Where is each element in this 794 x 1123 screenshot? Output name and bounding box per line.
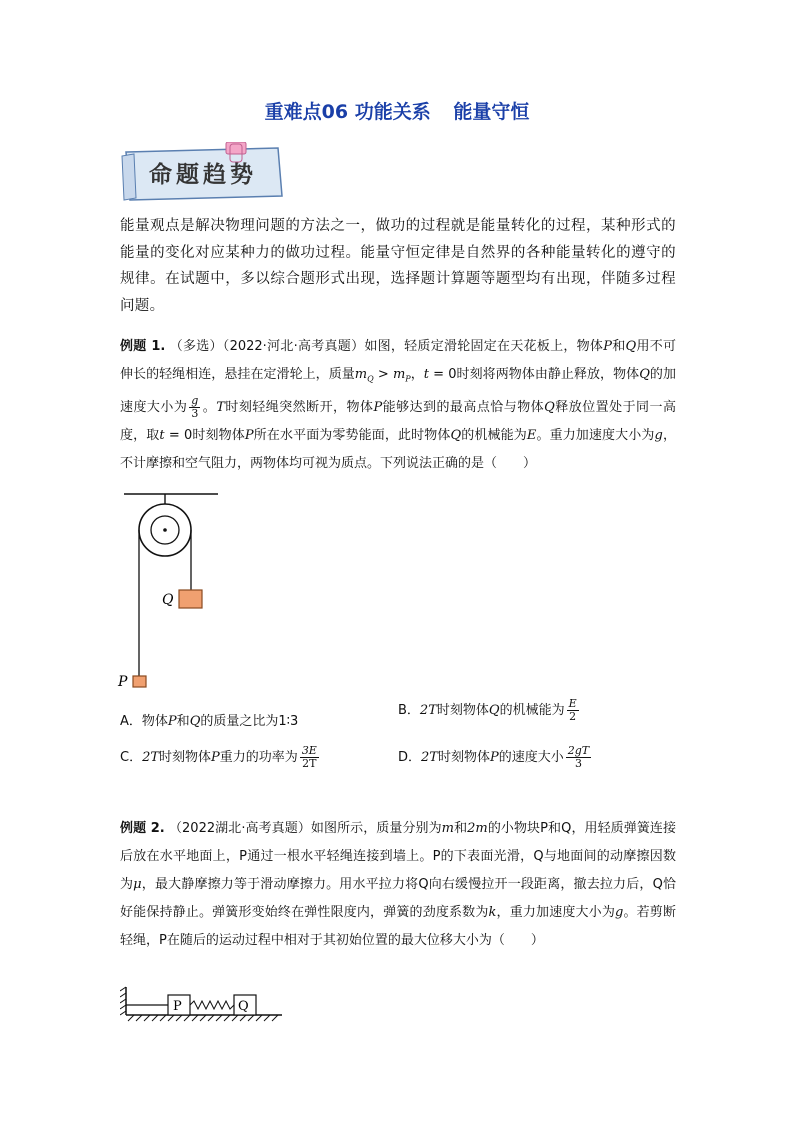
option-d[interactable]: D．2T时刻物体P的速度大小 $\frac{2gT}{3}$ xyxy=(398,744,590,770)
fraction-g-over-3: $\frac{g}{3}$ xyxy=(191,393,199,420)
pulley-figure xyxy=(110,488,230,698)
spring-figure xyxy=(120,985,290,1027)
banner-title: 命题趋势 xyxy=(149,161,257,188)
title-part-1: 重难点06 功能关系 xyxy=(264,101,431,123)
label-q: Q xyxy=(162,592,174,608)
svg-text:P: P xyxy=(173,999,182,1014)
block-p xyxy=(133,676,146,687)
example-1-text: 例题 1. （多选）（2022·河北·高考真题）如图，轻质定滑轮固定在天花板上，物体P和Q用不可伸长的轻绳相连，悬挂在定滑轮上，质量$m_Q > m_P$，t = 0时刻将两物体由静止释放，物体Q的加速度大小为 $\frac{g}{3}$ 。T时刻轻绳突然断开，物体P能够达到的最高点恰与物体Q释放位置处于同一高度，取t = 0时刻物体P所在水平面为零势能面，此时物体Q的机械能为E。重力加速度大小为g，不计摩擦和空气阻力，两物体均可视为质点。下列说法正确的是（ ） xyxy=(120,339,676,471)
example-1-label: 例题 1. xyxy=(120,339,166,354)
label-p: P xyxy=(118,674,128,690)
page-title xyxy=(0,97,794,124)
option-a[interactable]: A．物体P和Q的质量之比为1∶3 xyxy=(120,714,299,729)
option-c[interactable]: C．2T时刻物体P重力的功率为 $\frac{3E}{2T}$ xyxy=(120,744,317,770)
example-2-label: 例题 2. xyxy=(120,821,165,836)
example-2-text: 例题 2. （2022湖北·高考真题）如图所示，质量分别为m和2m的小物块P和Q，用轻质弹簧连接后放在水平地面上，P通过一根水平轻绳连接到墙上。P的下表面光滑，Q与地面间的动摩擦因数为μ，最大静摩擦力等于滑动摩擦力。用水平拉力将Q向右缓慢拉开一段距离，撤去拉力后，Q恰好能保持静止。弹簧形变始终在弹性限度内，弹簧的劲度系数为k，重力加速度大小为g。若剪断轻绳，P在随后的运动过程中相对于其初始位置的最大位移大小为（ ） xyxy=(120,821,676,948)
svg-text:Q: Q xyxy=(238,999,249,1014)
option-b[interactable]: B．2T时刻物体Q的机械能为 $\frac{E}{2}$ xyxy=(398,697,577,723)
block-q xyxy=(179,590,202,608)
title-part-2: 能量守恒 xyxy=(453,101,530,123)
spring xyxy=(190,1001,234,1009)
intro-paragraph: 能量观点是解决物理问题的方法之一，做功的过程就是能量转化的过程，某种形式的能量的变化对应某种力的做功过程。能量守恒定律是自然界的各种能量转化的遵守的规律。在试题中，多以综合题形式出现，选择题计算题等题型均有出现，伴随多过程问题。 xyxy=(120,218,676,314)
